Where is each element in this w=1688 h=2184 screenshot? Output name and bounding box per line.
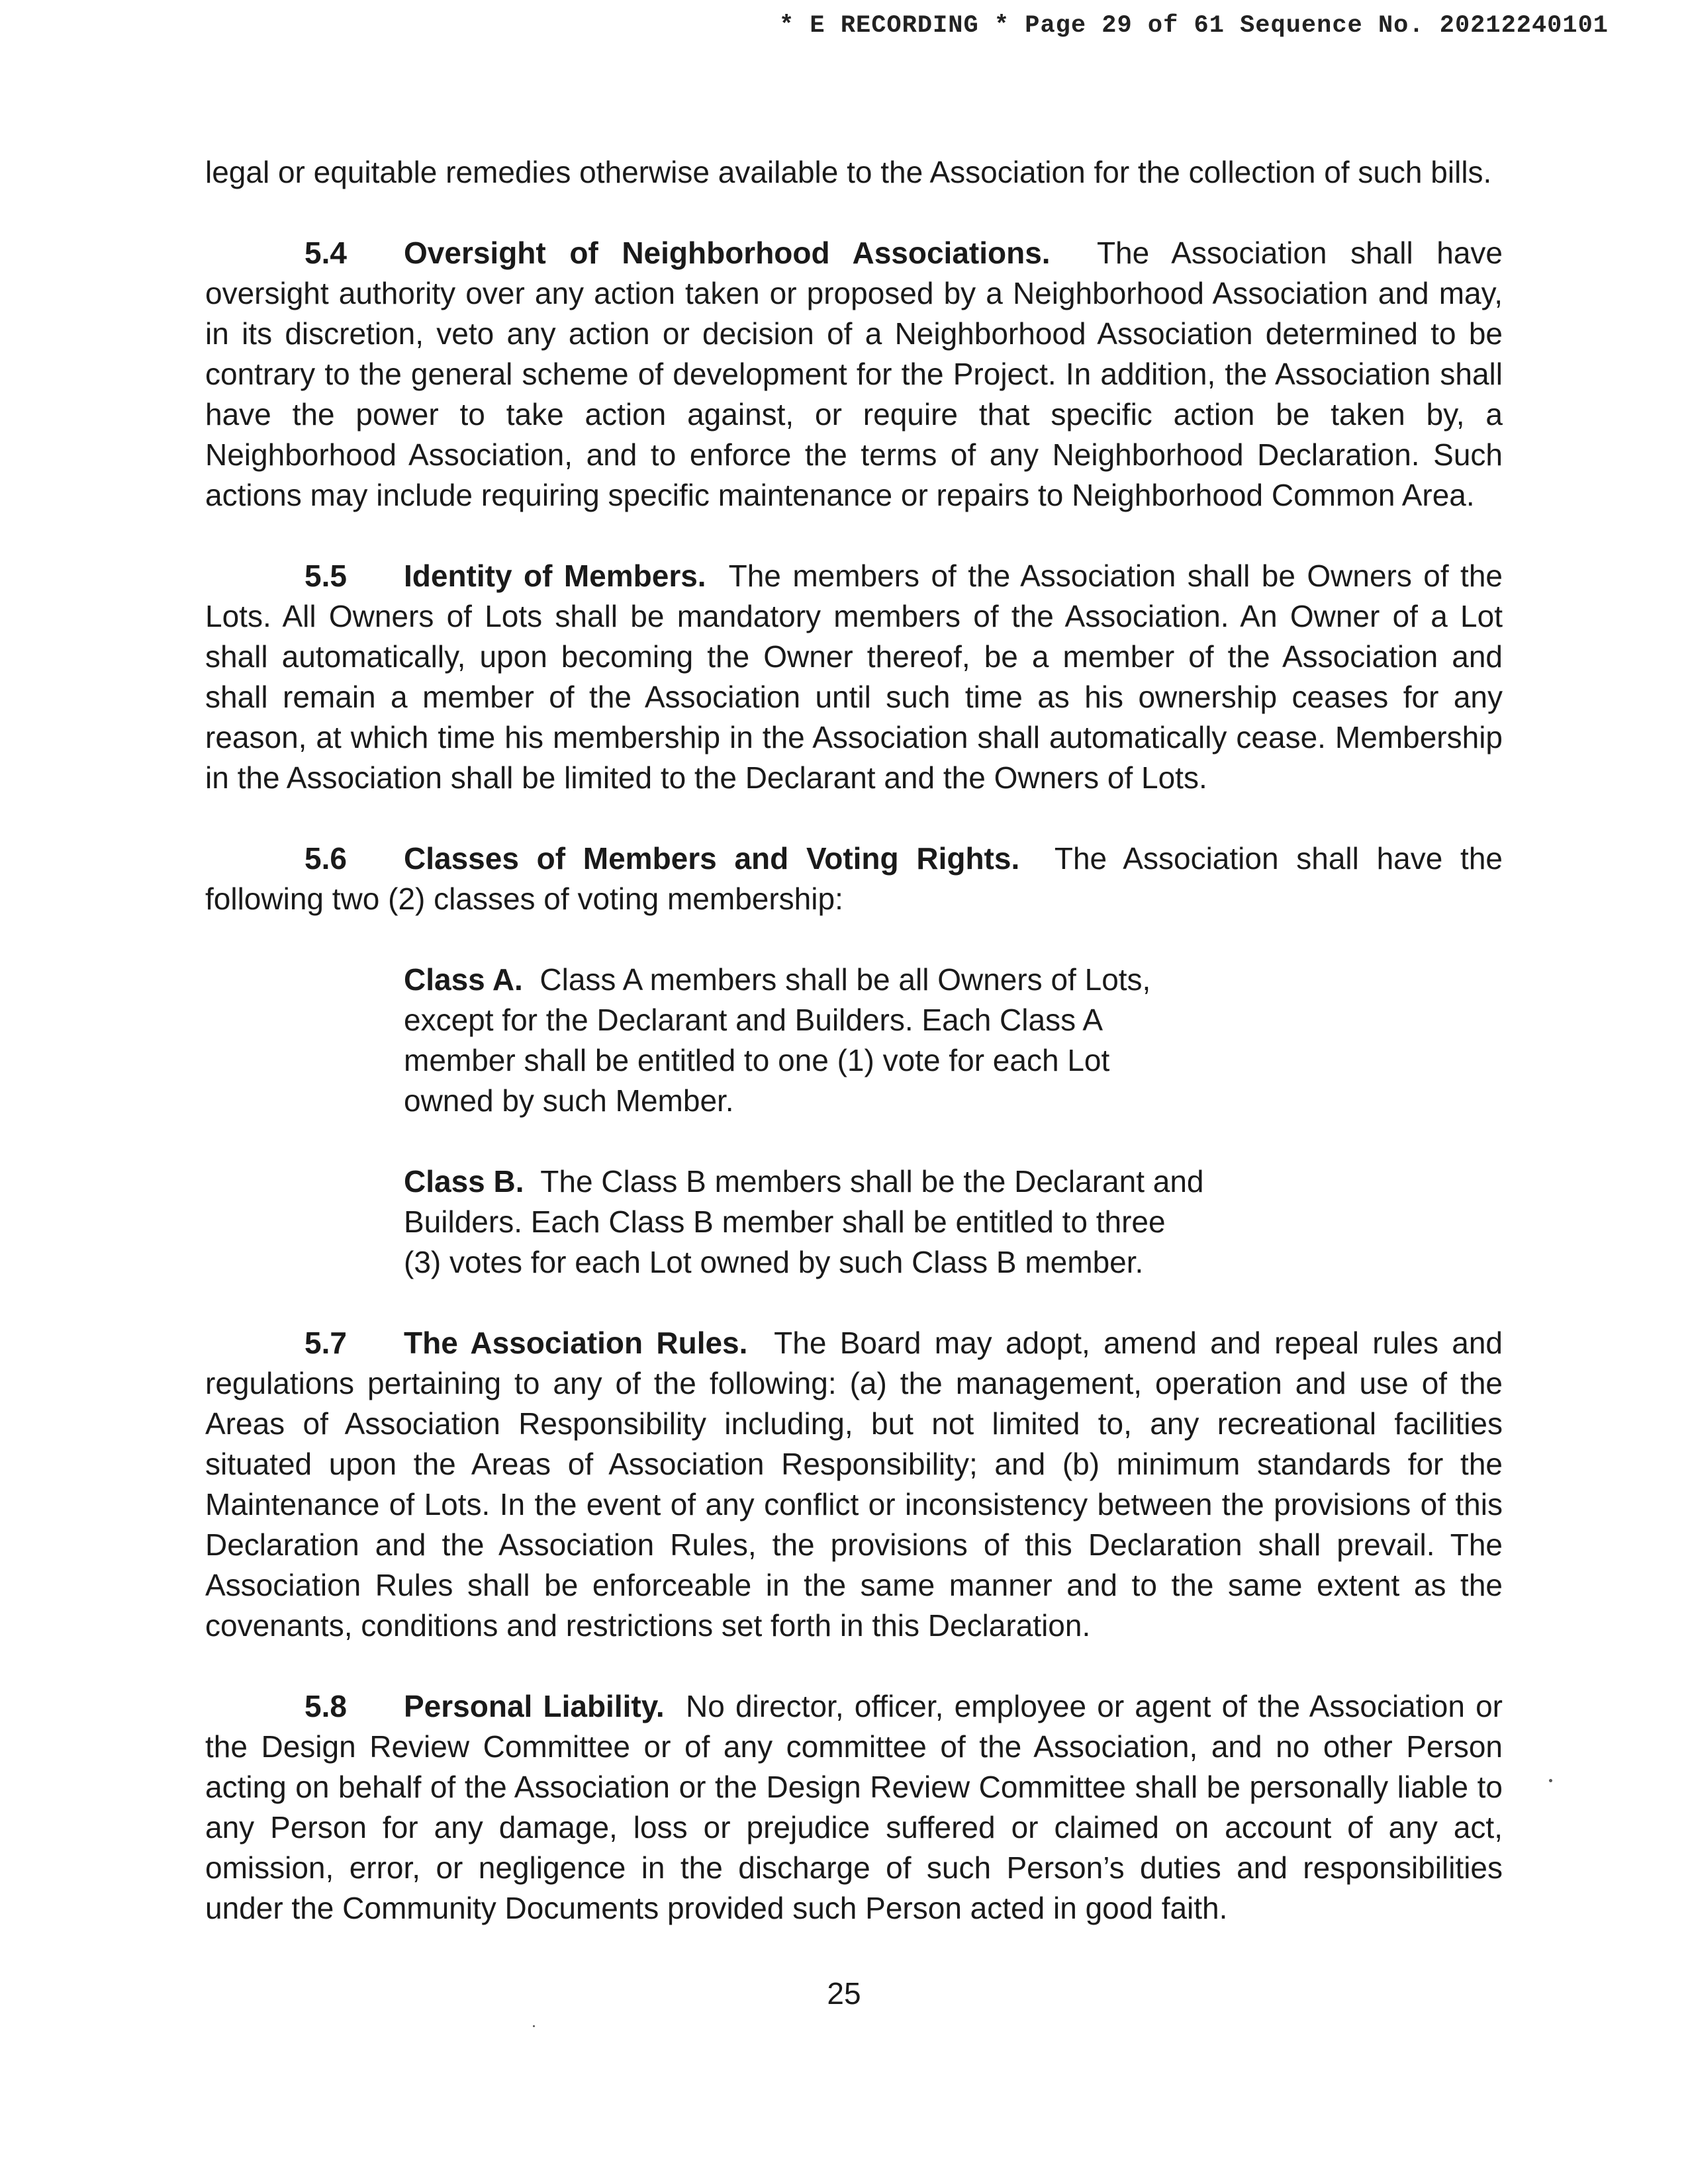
section-heading: Oversight of Neighborhood Associations. [404, 236, 1051, 270]
section-body: The Board may adopt, amend and repeal rules and regulations pertaining to any of the following: (a) the management, operation and use of the Areas of Association Responsibility including, but not limited to, any recreational facilities situated upon the Areas of Association Responsibility; and (b) minimum standards for the Maintenance of Lots. In the event of any conflict or inconsistency between the provisions of this Declaration and the Association Rules, the provisions of this Declaration shall prevail. The Association Rules shall be enforceable in the same manner and to the same extent as the covenants, conditions and restrictions set forth in this Declaration. [205, 1326, 1503, 1643]
class-body: Class A members shall be all Owners of Lots, except for the Declarant and Builders. Each Class A member shall be entitled to one (1) vote for each Lot owned by such Member. [404, 962, 1151, 1118]
section-5-7 [205, 1323, 1503, 1646]
section-heading: Personal Liability. [404, 1689, 665, 1723]
section-number: 5.8 [305, 1689, 347, 1723]
section-heading: Identity of Members. [404, 559, 706, 593]
section-5-8 [205, 1686, 1503, 1929]
section-body: No director, officer, employee or agent of the Association or the Design Review Committee or of any committee of the Association, and no other Person acting on behalf of the Association or the Design Review Committee shall be personally liable to any Person for any damage, loss or prejudice suffered or claimed on account of any act, omission, error, or negligence in the discharge of such Person’s duties and responsibilities under the Community Documents provided such Person acted in good faith. [205, 1689, 1503, 1925]
section-heading: The Association Rules. [404, 1326, 748, 1360]
continued-paragraph: legal or equitable remedies otherwise available to the Association for the collection of such bills. [205, 155, 1492, 189]
scan-speck [533, 2025, 535, 2027]
voting-class-a [404, 960, 1205, 1121]
section-body: The Association shall have oversight authority over any action taken or proposed by a Neighborhood Association and may, in its discretion, veto any action or decision of a Neighborhood Association determined to be contrary to the general scheme of development for the Project. In addition, the Association shall have the power to take action against, or require that specific action be taken by, a Neighborhood Association, and to enforce the terms of any Neighborhood Declaration. Such actions may include requiring specific maintenance or repairs to Neighborhood Common Area. [205, 236, 1503, 512]
section-number: 5.6 [305, 841, 347, 876]
section-number: 5.4 [305, 236, 347, 270]
document-body [205, 152, 1503, 1969]
page-number: 25 [827, 1976, 861, 2011]
class-label: Class A. [404, 962, 523, 997]
section-5-5 [205, 556, 1503, 798]
section-body: The Association shall have the following two (2) classes of voting membership: [205, 841, 1503, 916]
section-number: 5.7 [305, 1326, 347, 1360]
class-body: The Class B members shall be the Declarant and Builders. Each Class B member shall be entitled to three (3) votes for each Lot owned by such Class B member. [404, 1164, 1204, 1279]
voting-class-b [404, 1161, 1205, 1283]
section-body: The members of the Association shall be Owners of the Lots. All Owners of Lots shall be mandatory members of the Association. An Owner of a Lot shall automatically, upon becoming the Owner thereof, be a member of the Association and shall remain a member of the Association until such time as his ownership ceases for any reason, at which time his membership in the Association shall automatically cease. Membership in the Association shall be limited to the Declarant and the Owners of Lots. [205, 559, 1503, 795]
section-5-4 [205, 233, 1503, 516]
class-label: Class B. [404, 1164, 524, 1199]
section-heading: Classes of Members and Voting Rights. [404, 841, 1020, 876]
section-5-6 [205, 839, 1503, 919]
scan-speck [1549, 1779, 1552, 1782]
section-number: 5.5 [305, 559, 347, 593]
recording-header: * E RECORDING * Page 29 of 61 Sequence No. 20212240101 [779, 12, 1609, 40]
